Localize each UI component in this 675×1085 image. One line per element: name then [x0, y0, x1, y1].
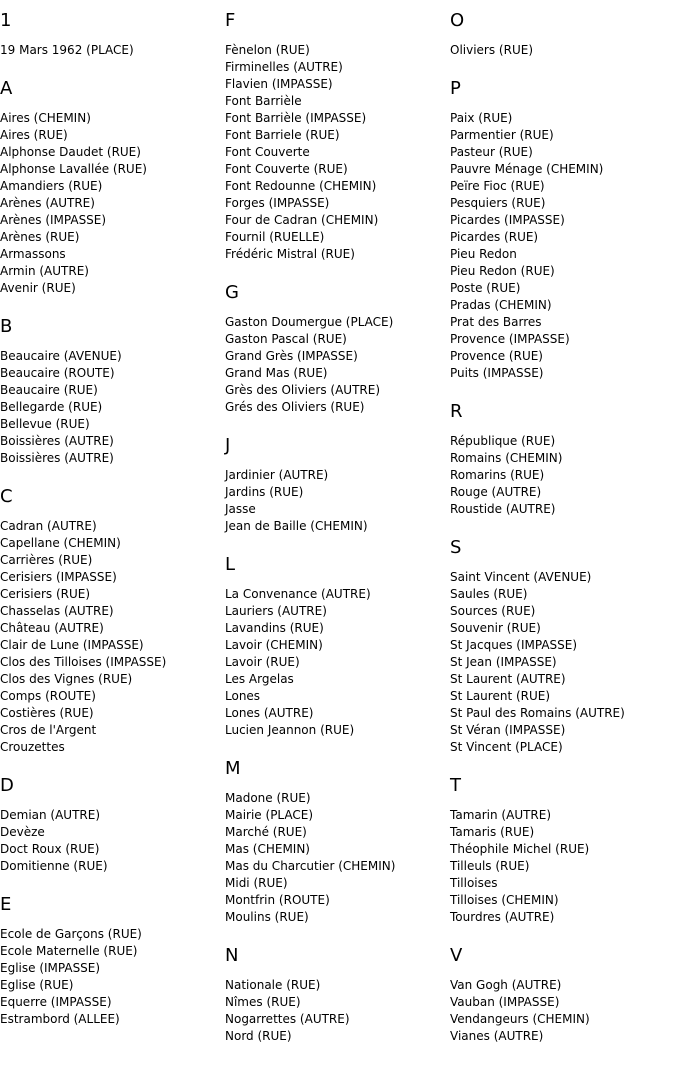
- street-link[interactable]: Domitienne (RUE): [0, 859, 108, 873]
- street-link[interactable]: Les Argelas: [225, 672, 294, 686]
- street-link[interactable]: Jardins (RUE): [225, 485, 304, 499]
- street-link[interactable]: Mas du Charcutier (CHEMIN): [225, 859, 396, 873]
- street-link[interactable]: Jasse: [225, 502, 256, 516]
- street-link[interactable]: Armassons: [0, 247, 66, 261]
- street-link[interactable]: Beaucaire (AVENUE): [0, 349, 122, 363]
- street-list: [0, 348, 225, 467]
- section-letter-heading: S: [450, 537, 462, 558]
- letter-section: [450, 945, 675, 1045]
- street-list: [450, 433, 675, 518]
- street-link[interactable]: Lones: [225, 689, 261, 703]
- letter-section: [225, 435, 450, 535]
- index-column-1: [0, 10, 225, 1047]
- street-link[interactable]: Provence (RUE): [450, 349, 543, 363]
- section-letter-heading: R: [450, 401, 463, 422]
- street-link[interactable]: Estrambord (ALLEE): [0, 1012, 120, 1026]
- street-link[interactable]: St Véran (IMPASSE): [450, 723, 566, 737]
- street-link[interactable]: Avenir (RUE): [0, 281, 76, 295]
- street-link[interactable]: Roustide (AUTRE): [450, 502, 556, 516]
- street-link[interactable]: Font Barrièle (IMPASSE): [225, 111, 367, 125]
- letter-section: [225, 282, 450, 416]
- street-link[interactable]: Lucien Jeannon (RUE): [225, 723, 355, 737]
- street-link[interactable]: Carrières (RUE): [0, 553, 93, 567]
- street-link[interactable]: Font Couverte (RUE): [225, 162, 348, 176]
- section-letter-heading: A: [0, 78, 13, 99]
- letter-section: [0, 894, 225, 1028]
- street-list: [0, 110, 225, 297]
- index-column-2: [225, 10, 450, 1064]
- section-letter-heading: L: [225, 554, 236, 575]
- street-link[interactable]: Vendangeurs (CHEMIN): [450, 1012, 590, 1026]
- street-link[interactable]: Gaston Doumergue (PLACE): [225, 315, 394, 329]
- street-link[interactable]: Capellane (CHEMIN): [0, 536, 121, 550]
- street-link[interactable]: Nationale (RUE): [225, 978, 321, 992]
- section-letter-heading: N: [225, 945, 239, 966]
- street-link[interactable]: Clos des Tilloises (IMPASSE): [0, 655, 167, 669]
- section-letter-heading: B: [0, 316, 13, 337]
- letter-section: [450, 775, 675, 926]
- street-link[interactable]: Pasteur (RUE): [450, 145, 533, 159]
- street-link[interactable]: Cerisiers (RUE): [0, 587, 91, 601]
- street-link[interactable]: Arènes (RUE): [0, 230, 80, 244]
- street-list: [450, 110, 675, 382]
- street-link[interactable]: Paix (RUE): [450, 111, 513, 125]
- street-link[interactable]: Sources (RUE): [450, 604, 536, 618]
- street-link[interactable]: Boissières (AUTRE): [0, 434, 114, 448]
- street-list: [225, 586, 450, 739]
- street-link[interactable]: Puits (IMPASSE): [450, 366, 544, 380]
- street-link[interactable]: Montfrin (ROUTE): [225, 893, 330, 907]
- street-link[interactable]: Clos des Vignes (RUE): [0, 672, 133, 686]
- street-link[interactable]: Tourdres (AUTRE): [450, 910, 555, 924]
- street-link[interactable]: Poste (RUE): [450, 281, 521, 295]
- section-letter-heading: J: [225, 435, 231, 456]
- street-list: [225, 467, 450, 535]
- street-link[interactable]: Souvenir (RUE): [450, 621, 541, 635]
- street-link[interactable]: Lavoir (RUE): [225, 655, 300, 669]
- street-link[interactable]: Font Barrièle: [225, 94, 302, 108]
- letter-section: [0, 775, 225, 875]
- street-list: [0, 807, 225, 875]
- street-link[interactable]: Frédéric Mistral (RUE): [225, 247, 355, 261]
- street-link[interactable]: Saules (RUE): [450, 587, 528, 601]
- street-list: [450, 569, 675, 756]
- street-link[interactable]: Clair de Lune (IMPASSE): [0, 638, 144, 652]
- street-list: [225, 790, 450, 926]
- street-list: [0, 926, 225, 1028]
- section-letter-heading: P: [450, 78, 461, 99]
- street-link[interactable]: Grés des Oliviers (RUE): [225, 400, 365, 414]
- street-link[interactable]: 19 Mars 1962 (PLACE): [0, 43, 134, 57]
- street-list: [450, 977, 675, 1045]
- street-link[interactable]: Cadran (AUTRE): [0, 519, 97, 533]
- street-link[interactable]: Boissières (AUTRE): [0, 451, 114, 465]
- index-column-3: [450, 10, 675, 1064]
- street-link[interactable]: Pesquiers (RUE): [450, 196, 546, 210]
- street-link[interactable]: Doct Roux (RUE): [0, 842, 100, 856]
- street-link[interactable]: Armin (AUTRE): [0, 264, 89, 278]
- street-link[interactable]: Nîmes (RUE): [225, 995, 301, 1009]
- section-letter-heading: C: [0, 486, 13, 507]
- street-link[interactable]: Cros de l'Argent: [0, 723, 97, 737]
- street-link[interactable]: Picardes (RUE): [450, 230, 539, 244]
- street-link[interactable]: Pieu Redon: [450, 247, 517, 261]
- street-link[interactable]: Firminelles (AUTRE): [225, 60, 343, 74]
- street-link[interactable]: St Paul des Romains (AUTRE): [450, 706, 625, 720]
- street-link[interactable]: Tilloises (CHEMIN): [450, 893, 559, 907]
- street-link[interactable]: Oliviers (RUE): [450, 43, 533, 57]
- street-list: [450, 807, 675, 926]
- street-link[interactable]: Cerisiers (IMPASSE): [0, 570, 117, 584]
- letter-section: [450, 401, 675, 518]
- street-link[interactable]: Théophile Michel (RUE): [450, 842, 590, 856]
- street-link[interactable]: Pauvre Ménage (CHEMIN): [450, 162, 604, 176]
- street-link[interactable]: Van Gogh (AUTRE): [450, 978, 562, 992]
- section-letter-heading: M: [225, 758, 241, 779]
- section-letter-heading: F: [225, 10, 236, 31]
- street-link[interactable]: Arènes (AUTRE): [0, 196, 95, 210]
- section-letter-heading: E: [0, 894, 12, 915]
- street-link[interactable]: Demian (AUTRE): [0, 808, 101, 822]
- street-link[interactable]: St Laurent (RUE): [450, 689, 551, 703]
- street-link[interactable]: Chasselas (AUTRE): [0, 604, 114, 618]
- street-link[interactable]: Vauban (IMPASSE): [450, 995, 560, 1009]
- street-link[interactable]: République (RUE): [450, 434, 556, 448]
- street-link[interactable]: Nord (RUE): [225, 1029, 292, 1043]
- street-link[interactable]: Prat des Barres: [450, 315, 542, 329]
- street-link[interactable]: Rouge (AUTRE): [450, 485, 542, 499]
- street-list: [225, 314, 450, 416]
- letter-section: [0, 486, 225, 756]
- street-link[interactable]: Château (AUTRE): [0, 621, 104, 635]
- street-link[interactable]: Equerre (IMPASSE): [0, 995, 112, 1009]
- street-link[interactable]: Parmentier (RUE): [450, 128, 554, 142]
- street-link[interactable]: Aires (CHEMIN): [0, 111, 91, 125]
- street-link[interactable]: Peïre Fioc (RUE): [450, 179, 545, 193]
- street-link[interactable]: Font Couverte: [225, 145, 310, 159]
- street-link[interactable]: Picardes (IMPASSE): [450, 213, 565, 227]
- street-link[interactable]: Lavoir (CHEMIN): [225, 638, 323, 652]
- section-letter-heading: 1: [0, 10, 12, 31]
- street-link[interactable]: Pradas (CHEMIN): [450, 298, 552, 312]
- letter-section: [450, 537, 675, 756]
- street-link[interactable]: Font Redounne (CHEMIN): [225, 179, 377, 193]
- street-link[interactable]: Lauriers (AUTRE): [225, 604, 327, 618]
- letter-section: [0, 78, 225, 297]
- letter-section: [450, 78, 675, 382]
- street-link[interactable]: Provence (IMPASSE): [450, 332, 570, 346]
- street-link[interactable]: St Jean (IMPASSE): [450, 655, 557, 669]
- street-link[interactable]: Forges (IMPASSE): [225, 196, 330, 210]
- street-link[interactable]: Vianes (AUTRE): [450, 1029, 544, 1043]
- street-link[interactable]: Romarins (RUE): [450, 468, 545, 482]
- street-link[interactable]: Aires (RUE): [0, 128, 68, 142]
- street-link[interactable]: Grand Mas (RUE): [225, 366, 328, 380]
- section-letter-heading: T: [450, 775, 461, 796]
- street-link[interactable]: Madone (RUE): [225, 791, 311, 805]
- street-link[interactable]: Flavien (IMPASSE): [225, 77, 333, 91]
- street-list: [225, 977, 450, 1045]
- street-link[interactable]: Font Barriele (RUE): [225, 128, 340, 142]
- section-letter-heading: G: [225, 282, 239, 303]
- street-link[interactable]: Bellegarde (RUE): [0, 400, 103, 414]
- street-link[interactable]: Fournil (RUELLE): [225, 230, 325, 244]
- street-link[interactable]: Tilleuls (RUE): [450, 859, 530, 873]
- street-link[interactable]: Mas (CHEMIN): [225, 842, 310, 856]
- letter-section: [225, 554, 450, 739]
- street-link[interactable]: Lones (AUTRE): [225, 706, 314, 720]
- street-link[interactable]: Ecole Maternelle (RUE): [0, 944, 138, 958]
- street-link[interactable]: Alphonse Lavallée (RUE): [0, 162, 147, 176]
- street-link[interactable]: Mairie (PLACE): [225, 808, 314, 822]
- street-link[interactable]: Beaucaire (RUE): [0, 383, 98, 397]
- street-link[interactable]: Nogarrettes (AUTRE): [225, 1012, 350, 1026]
- street-link[interactable]: St Laurent (AUTRE): [450, 672, 566, 686]
- street-link[interactable]: St Jacques (IMPASSE): [450, 638, 578, 652]
- street-link[interactable]: Beaucaire (ROUTE): [0, 366, 115, 380]
- street-link[interactable]: Romains (CHEMIN): [450, 451, 563, 465]
- street-link[interactable]: Ecole de Garçons (RUE): [0, 927, 142, 941]
- street-link[interactable]: Jardinier (AUTRE): [225, 468, 329, 482]
- street-link[interactable]: Four de Cadran (CHEMIN): [225, 213, 379, 227]
- street-link[interactable]: Fènelon (RUE): [225, 43, 310, 57]
- street-link[interactable]: Bellevue (RUE): [0, 417, 90, 431]
- street-list: [0, 42, 225, 59]
- street-link[interactable]: Amandiers (RUE): [0, 179, 103, 193]
- street-link[interactable]: Lavandins (RUE): [225, 621, 324, 635]
- street-link[interactable]: Comps (ROUTE): [0, 689, 96, 703]
- street-link[interactable]: Eglise (IMPASSE): [0, 961, 101, 975]
- street-link[interactable]: St Vincent (PLACE): [450, 740, 563, 754]
- street-link[interactable]: Gaston Pascal (RUE): [225, 332, 347, 346]
- street-link[interactable]: Tamaris (RUE): [450, 825, 535, 839]
- street-link[interactable]: Marché (RUE): [225, 825, 307, 839]
- letter-section: [0, 10, 225, 59]
- street-link[interactable]: Tilloises: [450, 876, 498, 890]
- street-link[interactable]: Saint Vincent (AVENUE): [450, 570, 592, 584]
- street-link[interactable]: Arènes (IMPASSE): [0, 213, 107, 227]
- street-link[interactable]: Devèze: [0, 825, 45, 839]
- section-letter-heading: V: [450, 945, 463, 966]
- street-link[interactable]: Costières (RUE): [0, 706, 94, 720]
- street-link[interactable]: Crouzettes: [0, 740, 65, 754]
- letter-section: [450, 10, 675, 59]
- street-link[interactable]: Eglise (RUE): [0, 978, 74, 992]
- street-link[interactable]: Grès des Oliviers (AUTRE): [225, 383, 381, 397]
- street-link[interactable]: Pieu Redon (RUE): [450, 264, 555, 278]
- letter-section: [225, 10, 450, 263]
- street-link[interactable]: La Convenance (AUTRE): [225, 587, 371, 601]
- letter-section: [0, 316, 225, 467]
- street-list: [225, 42, 450, 263]
- street-list: [0, 518, 225, 756]
- street-list: [450, 42, 675, 59]
- street-link[interactable]: Moulins (RUE): [225, 910, 309, 924]
- letter-section: [225, 758, 450, 926]
- street-link[interactable]: Alphonse Daudet (RUE): [0, 145, 141, 159]
- street-link[interactable]: Jean de Baille (CHEMIN): [225, 519, 368, 533]
- section-letter-heading: D: [0, 775, 14, 796]
- street-link[interactable]: Grand Grès (IMPASSE): [225, 349, 358, 363]
- street-link[interactable]: Tamarin (AUTRE): [450, 808, 552, 822]
- letter-section: [225, 945, 450, 1045]
- section-letter-heading: O: [450, 10, 465, 31]
- street-link[interactable]: Midi (RUE): [225, 876, 288, 890]
